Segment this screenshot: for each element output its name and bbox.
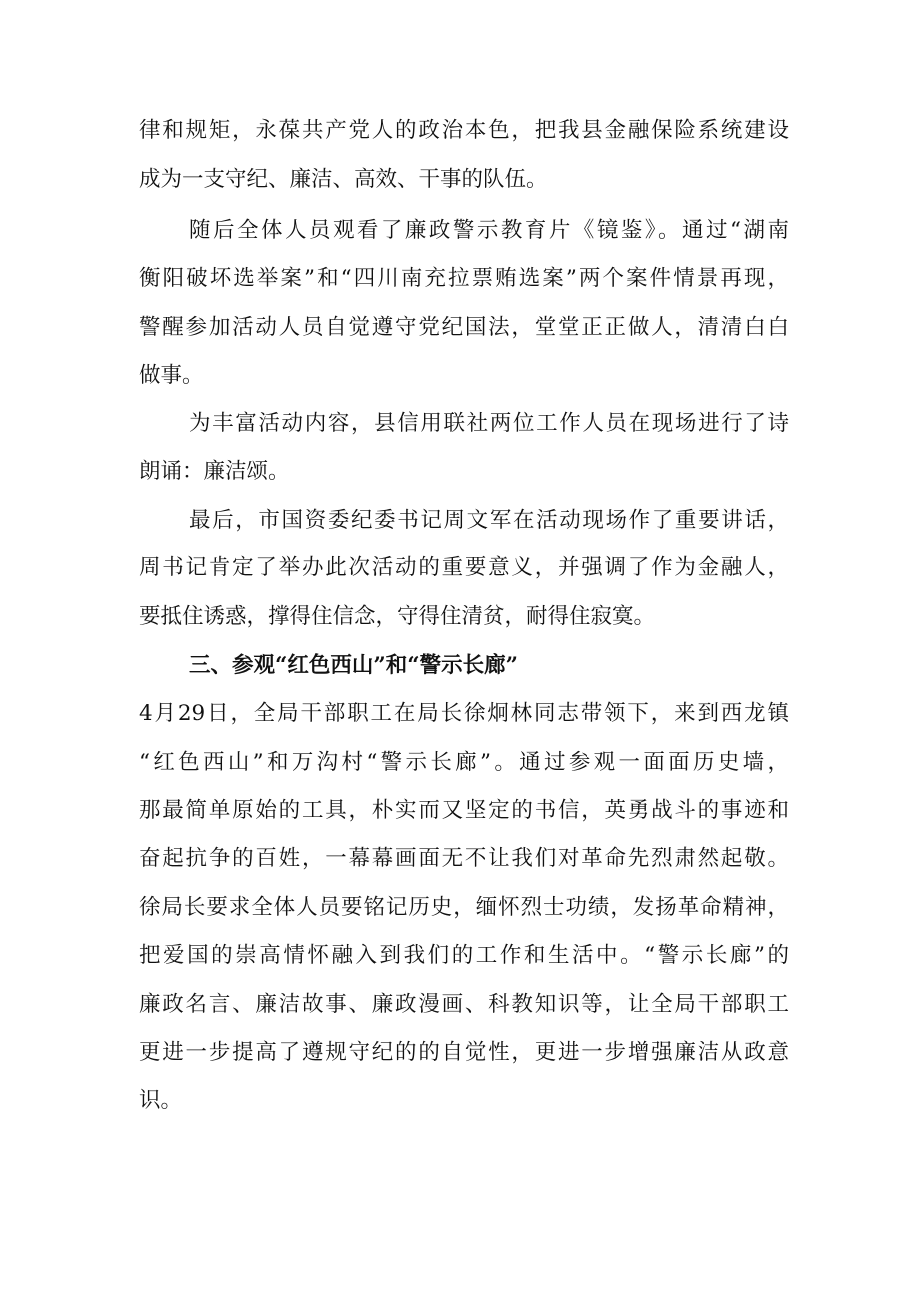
- text-line: 随后全体人员观看了廉政警示教育片《镜鉴》。通过“湖南: [189, 218, 789, 243]
- text-line: 做事。: [139, 363, 204, 388]
- text-line: 更进一步提高了遵规守纪的的自觉性，更进一步增强廉洁从政意: [139, 1040, 789, 1065]
- text-line: 廉政名言、廉洁故事、廉政漫画、科教知识等，让全局干部职工: [139, 992, 789, 1017]
- text-line: 那最简单原始的工具，朴实而又坚定的书信，英勇战斗的事迹和: [139, 798, 789, 823]
- section-heading: 三、参观“红色西山”和“警示长廊”: [189, 653, 518, 678]
- text-line: 朗诵：廉洁颂。: [139, 459, 290, 484]
- text-line: 要抵住诱惑，撑得住信念，守得住清贫，耐得住寂寞。: [139, 604, 656, 629]
- text-line: 奋起抗争的百姓，一幕幕画面无不让我们对革命先烈肃然起敬。: [139, 846, 789, 871]
- text-line: 周书记肯定了举办此次活动的重要意义，并强调了作为金融人，: [139, 555, 789, 580]
- text-line: 徐局长要求全体人员要铭记历史，缅怀烈士功绩，发扬革命精神，: [139, 895, 789, 920]
- text-line: 律和规矩，永葆共产党人的政治本色，把我县金融保险系统建设: [139, 118, 789, 143]
- text-line: 最后，市国资委纪委书记周文军在活动现场作了重要讲话，: [189, 508, 789, 533]
- text-line: 4月29日，全局干部职工在局长徐炯林同志带领下，来到西龙镇: [139, 701, 789, 726]
- text-line: 为丰富活动内容，县信用联社两位工作人员在现场进行了诗: [189, 411, 789, 436]
- text-line: 警醒参加活动人员自觉遵守党纪国法，堂堂正正做人，清清白白: [139, 315, 789, 340]
- text-line: 成为一支守纪、廉洁、高效、干事的队伍。: [139, 167, 548, 192]
- text-line: “红色西山”和万沟村“警示长廊”。通过参观一面面历史墙，: [139, 750, 789, 775]
- text-line: 把爱国的崇高情怀融入到我们的工作和生活中。“警示长廊”的: [139, 943, 789, 968]
- text-line: 识。: [139, 1088, 183, 1113]
- text-line: 衡阳破坏选举案”和“四川南充拉票贿选案”两个案件情景再现，: [139, 266, 789, 291]
